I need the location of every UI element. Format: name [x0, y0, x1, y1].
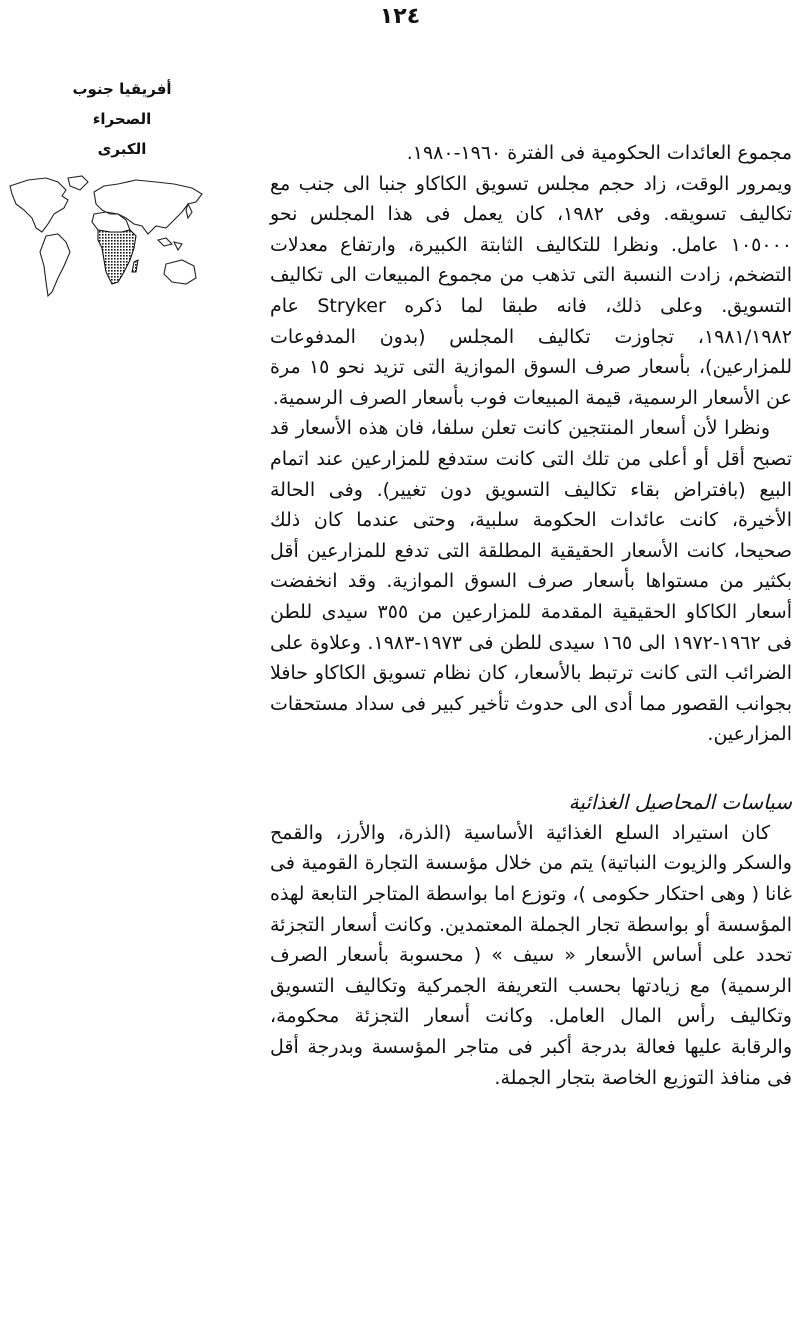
- paragraph-1: مجموع العائدات الحكومية فى الفترة ١٩٦٠-١٩٨٠.: [406, 142, 792, 164]
- world-map-icon: [6, 174, 206, 314]
- eurasia-shape: [94, 180, 202, 234]
- paragraph-4: كان استيراد السلع الغذائية الأساسية (الذرة، والأرز، والقمح والسكر والزيوت النباتية) يتم من خلال مؤسسة التجارة القومية فى غانا ( وهى احتكار حكومى )، وتوزع اما بواسطة المتاجر التابعة لهذه المؤسسة أو بواسطة تجار الجملة المعتمدين. وكانت أسعار التجزئة تحدد على أساس الأسعار « سيف » ( محسوبة بأسعار الصرف الرسمية) مع زيادتها بحسب التعريفة الجمركية وتكاليف التسويق وتكاليف رأس المال العامل. وكانت أسعار التجزئة محكومة، والرقابة عليها فعالة بدرجة أكبر فى متاجر المؤسسة وبدرجة أقل فى منافذ التوزيع الخاصة بتجار الجملة.: [270, 821, 792, 1089]
- indonesia-shape: [158, 238, 182, 250]
- section-heading: سياسات المحاصيل الغذائية: [568, 789, 792, 814]
- sidebar-caption: [42, 74, 202, 164]
- sidebar-note: [6, 74, 206, 314]
- japan-shape: [186, 204, 192, 218]
- north-america-shape: [10, 178, 68, 232]
- paragraph-3: ونظرا لأن أسعار المنتجين كانت تعلن سلفا، فان هذه الأسعار قد تصبح أقل أو أعلى من تلك التى كانت ستدفع للمزارعين عند اتمام البيع (بافتراض بقاء تكاليف التسويق دون تغيير). وفى الحالة الأخيرة، كانت عائدات الحكومة سلبية، وحتى عندما كان ذلك صحيحا، كانت الأسعار الحقيقية المطلقة التى تدفع للمزارعين أقل بكثير من مستواها بأسعار صرف السوق الموازية. وقد انخفضت أسعار الكاكاو الحقيقية المقدمة للمزارعين من ٣٥٥ سيدى للطن فى ١٩٦٢-١٩٧٢ الى ١٦٥ سيدى للطن فى ١٩٧٣-١٩٨٣. وعلاوة على الضرائب التى كانت ترتبط بالأسعار، كان نظام تسويق الكاكاو حافلا بجوانب القصور مما أدى الى حدوث تأخير كبير فى سداد مستحقات المزارعين.: [270, 417, 792, 746]
- main-text: [270, 138, 792, 1093]
- page-number: ١٢٤: [379, 4, 421, 29]
- south-america-shape: [40, 234, 70, 296]
- sidebar-caption-line-1: أفريقيا جنوب الصحراء: [72, 80, 172, 128]
- australia-shape: [164, 260, 196, 284]
- paragraph-2: ويمرور الوقت، زاد حجم مجلس تسويق الكاكاو جنبا الى جنب مع تكاليف تسويقه. وفى ١٩٨٢، كان يعمل فى هذا المجلس نحو ١٠٥٠٠٠ عامل. ونظرا للتكاليف الثابتة الكبيرة، وارتفاع معدلات التضخم، زادت النسبة التى تذهب من مجموع المبيعات الى تكاليف التسويق. وعلى ذلك، فانه طبقا لما ذكره Stryker عام ١٩٨١/١٩٨٢، تجاوزت تكاليف المجلس (بدون المدفوعات للمزارعين)، بأسعار صرف السوق الموازية التى تزيد نحو ١٥ مرة عن الأسعار الرسمية، قيمة المبيعات فوب بأسعار الصرف الرسمية.: [270, 172, 793, 409]
- madagascar-shape: [132, 260, 138, 272]
- sidebar-caption-line-2: الكبرى: [97, 140, 147, 158]
- greenland-shape: [68, 176, 88, 190]
- sub-saharan-africa-shape: [98, 230, 136, 284]
- north-africa-shape: [92, 212, 130, 232]
